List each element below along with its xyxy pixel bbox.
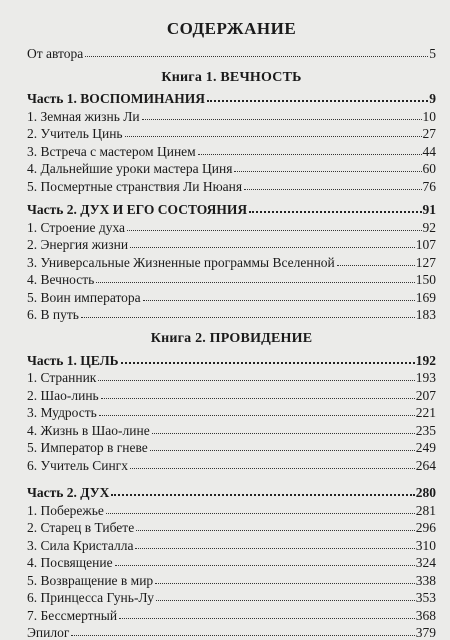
page-number: 379 [416, 625, 436, 640]
dot-leader [127, 230, 421, 231]
dot-leader [96, 282, 414, 283]
dot-leader [125, 136, 422, 137]
toc-entry [27, 217, 436, 235]
toc-entry [27, 385, 436, 403]
dot-leader [130, 468, 415, 469]
page-number: 169 [416, 290, 436, 305]
page-number: 193 [416, 370, 436, 385]
entry-label: 3. Универсальные Жизненные программы Вселенной [27, 255, 335, 270]
dot-leader [101, 398, 415, 399]
entry-label: 7. Бессмертный [27, 608, 117, 623]
dot-leader [155, 583, 415, 584]
entry-label: 4. Посвящение [27, 555, 113, 570]
dot-leader [249, 211, 421, 213]
page-number: 27 [423, 126, 437, 141]
dot-leader [136, 530, 415, 531]
toc-entry [27, 438, 436, 456]
entry-label: 3. Встреча с мастером Цинем [27, 144, 196, 159]
toc-entry [27, 176, 436, 194]
dot-leader [152, 433, 415, 434]
toc-entry [27, 588, 436, 606]
page-number: 338 [416, 573, 436, 588]
part-heading [27, 89, 436, 107]
entry-label: 3. Мудрость [27, 405, 97, 420]
page-number: 92 [423, 220, 437, 235]
entry-label: 6. Учитель Сингх [27, 458, 128, 473]
page-number: 127 [416, 255, 436, 270]
dot-leader [99, 415, 415, 416]
toc-entry [27, 124, 436, 142]
page-number: 249 [416, 440, 436, 455]
entry-label: 5. Посмертные странствия Ли Нюаня [27, 179, 242, 194]
entry-label: 1. Строение духа [27, 220, 125, 235]
part-heading [27, 483, 436, 501]
toc-entry-epilogue [27, 623, 436, 640]
part-heading [27, 200, 436, 218]
entry-label: 5. Возвращение в мир [27, 573, 153, 588]
page-number: 107 [416, 237, 436, 252]
toc-entry [27, 106, 436, 124]
dot-leader [85, 56, 428, 57]
page-number: 192 [416, 353, 436, 368]
entry-label: 2. Энергия жизни [27, 237, 128, 252]
entry-label: 4. Вечность [27, 272, 94, 287]
toc-entry [27, 287, 436, 305]
page-number: 5 [429, 46, 436, 61]
toc-entry [27, 368, 436, 386]
page-number: 235 [416, 423, 436, 438]
dot-leader [115, 565, 415, 566]
entry-label: 5. Император в гневе [27, 440, 148, 455]
dot-leader [71, 635, 414, 636]
page-number: 183 [416, 307, 436, 322]
toc-entry [27, 500, 436, 518]
toc-entry [27, 553, 436, 571]
book-1-title: Книга 1. ВЕЧНОСТЬ [27, 67, 436, 89]
dot-leader [106, 513, 415, 514]
page-number: 281 [416, 503, 436, 518]
page-number: 207 [416, 388, 436, 403]
dot-leader [198, 154, 422, 155]
toc-entry [27, 455, 436, 473]
dot-leader [150, 450, 415, 451]
entry-label: 3. Сила Кристалла [27, 538, 133, 553]
spacer [27, 473, 436, 483]
page-number: 368 [416, 608, 436, 623]
dot-leader [121, 362, 415, 364]
toc-entry [27, 420, 436, 438]
book-2-title: Книга 2. ПРОВИДЕНИЕ [27, 328, 436, 350]
toc-entry [27, 535, 436, 553]
entry-label: 2. Старец в Тибете [27, 520, 134, 535]
entry-label: 4. Жизнь в Шао-лине [27, 423, 150, 438]
part-label: Часть 1. ЦЕЛЬ [27, 353, 119, 368]
part-label: Часть 2. ДУХ [27, 485, 109, 500]
toc-entry [27, 270, 436, 288]
page-number: 10 [423, 109, 437, 124]
dot-leader [143, 300, 415, 301]
page-number: 44 [423, 144, 437, 159]
entry-label: Эпилог [27, 625, 69, 640]
dot-leader [98, 380, 414, 381]
toc-entry [27, 518, 436, 536]
toc-entry [27, 605, 436, 623]
page-number: 221 [416, 405, 436, 420]
page-number: 310 [416, 538, 436, 553]
part-heading [27, 350, 436, 368]
entry-label: От автора [27, 46, 83, 61]
dot-leader [207, 100, 428, 102]
page-number: 296 [416, 520, 436, 535]
page-number: 353 [416, 590, 436, 605]
page-number: 91 [423, 202, 437, 217]
entry-label: 1. Странник [27, 370, 96, 385]
dot-leader [337, 265, 415, 266]
toc-entry [27, 141, 436, 159]
entry-label: 6. Принцесса Гунь-Лу [27, 590, 154, 605]
dot-leader [135, 548, 414, 549]
entry-label: 2. Учитель Цинь [27, 126, 123, 141]
page-title: СОДЕРЖАНИЕ [27, 0, 436, 43]
toc-entry [27, 159, 436, 177]
dot-leader [156, 600, 415, 601]
entry-label: 1. Земная жизнь Ли [27, 109, 140, 124]
toc-entry [27, 235, 436, 253]
toc-entry [27, 403, 436, 421]
entry-label: 6. В путь [27, 307, 79, 322]
page-number: 60 [423, 161, 437, 176]
part-label: Часть 1. ВОСПОМИНАНИЯ [27, 91, 205, 106]
page-number: 9 [429, 91, 436, 106]
toc-entry [27, 252, 436, 270]
dot-leader [244, 189, 421, 190]
page-number: 264 [416, 458, 436, 473]
dot-leader [142, 119, 422, 120]
page-number: 150 [416, 272, 436, 287]
entry-label: 4. Дальнейшие уроки мастера Циня [27, 161, 232, 176]
dot-leader [119, 618, 415, 619]
toc-entry [27, 305, 436, 323]
page-number: 76 [423, 179, 437, 194]
part-label: Часть 2. ДУХ И ЕГО СОСТОЯНИЯ [27, 202, 247, 217]
dot-leader [111, 494, 414, 496]
page-number: 324 [416, 555, 436, 570]
page-number: 280 [416, 485, 436, 500]
entry-label: 5. Воин императора [27, 290, 141, 305]
entry-label: 1. Побережье [27, 503, 104, 518]
entry-label: 2. Шао-линь [27, 388, 99, 403]
dot-leader [130, 247, 415, 248]
toc-entry [27, 570, 436, 588]
dot-leader [81, 317, 415, 318]
toc-entry-intro [27, 43, 436, 61]
dot-leader [234, 171, 421, 172]
